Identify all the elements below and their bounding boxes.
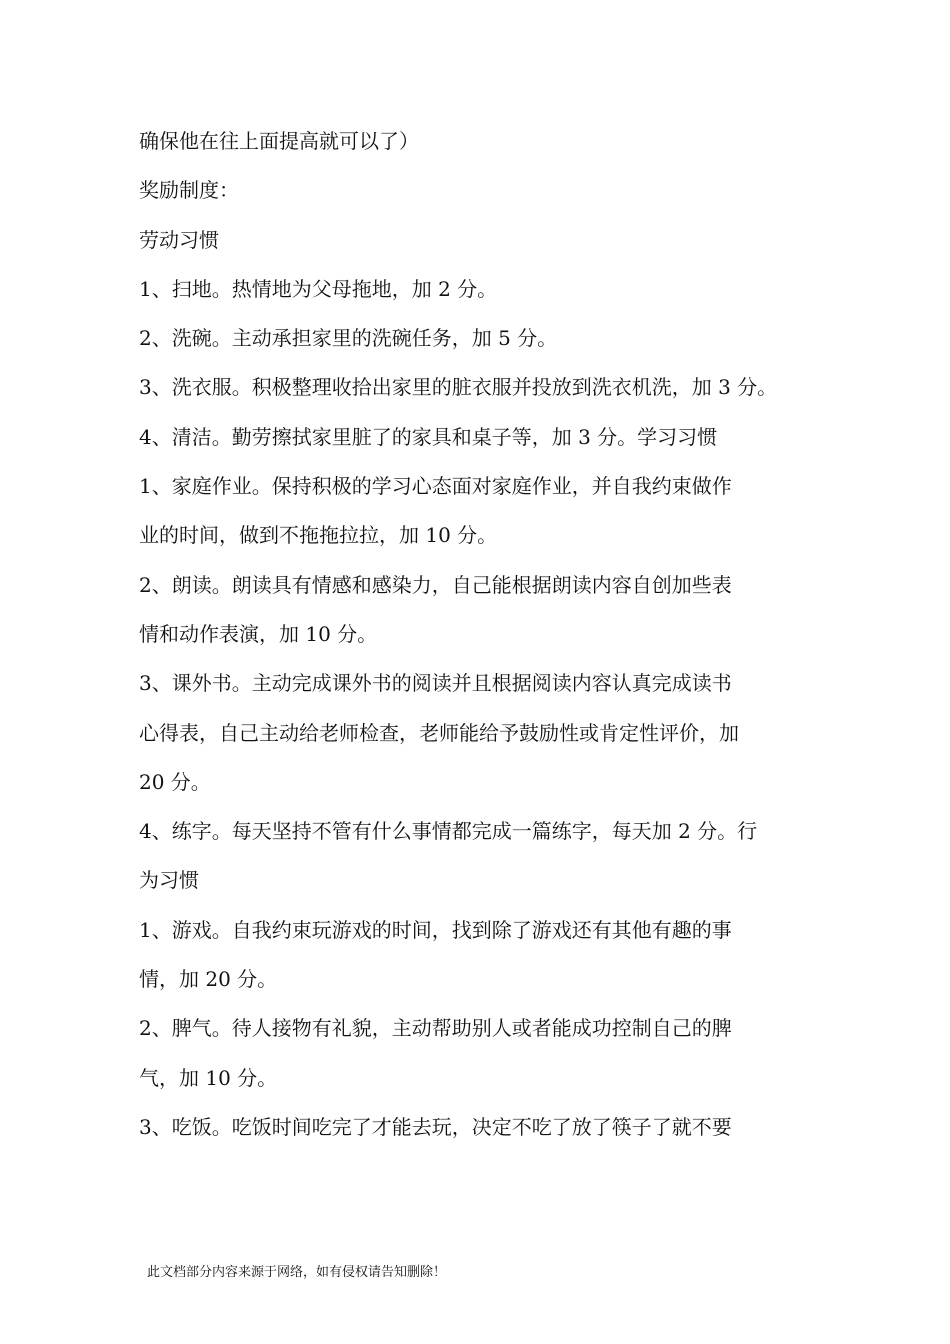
text-line: 2、朗读。朗读具有情感和感染力，自己能根据朗读内容自创加些表 [139, 572, 732, 597]
text-line: 4、清洁。勤劳擦拭家里脏了的家具和桌子等，加 3 分。学习习惯 [139, 424, 718, 449]
text-line: 奖励制度： [139, 178, 239, 203]
text-line: 情和动作表演，加 10 分。 [139, 621, 378, 646]
text-line: 2、洗碗。主动承担家里的洗碗任务，加 5 分。 [139, 326, 558, 351]
text-line: 业的时间，做到不拖拖拉拉，加 10 分。 [139, 523, 498, 548]
text-line: 气，加 10 分。 [139, 1065, 278, 1090]
text-line: 3、洗衣服。积极整理收拾出家里的脏衣服并投放到洗衣机洗，加 3 分。 [139, 375, 778, 400]
text-line: 3、吃饭。吃饭时间吃完了才能去玩，决定不吃了放了筷子了就不要 [139, 1114, 732, 1139]
text-line: 4、练字。每天坚持不管有什么事情都完成一篇练字，每天加 2 分。行 [139, 819, 758, 844]
text-line: 确保他在往上面提高就可以了） [139, 129, 419, 153]
text-line: 3、课外书。主动完成课外书的阅读并且根据阅读内容认真完成读书 [139, 671, 732, 696]
text-line: 1、游戏。自我约束玩游戏的时间，找到除了游戏还有其他有趣的事 [139, 917, 732, 942]
text-line: 情，加 20 分。 [139, 967, 278, 992]
text-line: 20 分。 [139, 769, 211, 794]
text-line: 为习惯 [139, 868, 199, 893]
text-line: 1、家庭作业。保持积极的学习心态面对家庭作业，并自我约束做作 [139, 474, 732, 499]
footer-disclaimer: 此文档部分内容来源于网络，如有侵权请告知删除！ [147, 1265, 447, 1280]
text-line: 2、脾气。待人接物有礼貌，主动帮助别人或者能成功控制自己的脾 [139, 1016, 732, 1041]
text-line: 1、扫地。热情地为父母拖地，加 2 分。 [139, 276, 498, 301]
section-heading: 劳动习惯 [139, 227, 219, 252]
document-body [139, 124, 859, 1159]
text-line: 心得表，自己主动给老师检查，老师能给予鼓励性或肯定性评价，加 [139, 720, 739, 745]
